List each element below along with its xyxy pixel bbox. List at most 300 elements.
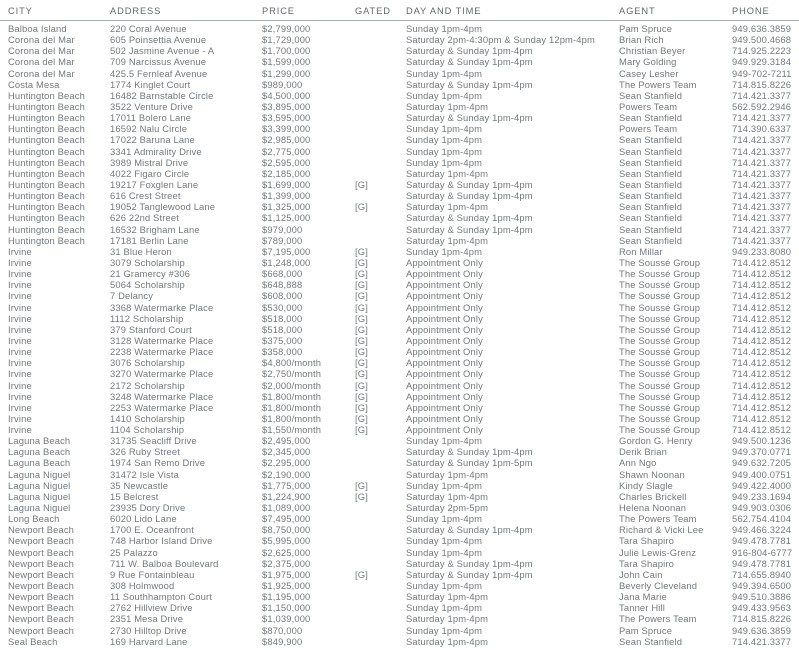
cell-gated: [G] bbox=[355, 301, 368, 313]
cell-day_time: Saturday & Sunday 1pm-4pm bbox=[406, 212, 533, 224]
cell-phone: 714.412.8512 bbox=[732, 312, 792, 324]
cell-phone: 714.421.3377 bbox=[732, 635, 792, 647]
column-header-agent: AGENT bbox=[619, 6, 656, 16]
cell-price: $668,000 bbox=[262, 268, 303, 280]
cell-agent: Sean Stanfield bbox=[619, 89, 683, 101]
cell-agent: Tara Shapiro bbox=[619, 557, 674, 569]
cell-city: Irvine bbox=[8, 368, 32, 380]
cell-address: 35 Newcastle bbox=[110, 479, 169, 491]
cell-price: $2,595,000 bbox=[262, 156, 311, 168]
cell-address: 711 W. Balboa Boulevard bbox=[110, 557, 219, 569]
cell-phone: 562.754.4104 bbox=[732, 513, 792, 525]
cell-day_time: Appointment Only bbox=[406, 424, 483, 436]
cell-address: 17181 Berlin Lane bbox=[110, 234, 189, 246]
cell-phone: 714.421.3377 bbox=[732, 190, 792, 202]
cell-phone: 714.421.3377 bbox=[732, 212, 792, 224]
cell-agent: The Soussé Group bbox=[619, 290, 701, 302]
cell-gated: [G] bbox=[355, 245, 368, 257]
cell-price: $8,750,000 bbox=[262, 524, 311, 536]
cell-address: 19052 Tanglewood Lane bbox=[110, 201, 216, 213]
cell-phone: 949.400.0751 bbox=[732, 468, 792, 480]
cell-city: Laguna Beach bbox=[8, 457, 71, 469]
cell-phone: 714.815.8226 bbox=[732, 613, 792, 625]
cell-day_time: Saturday & Sunday 1pm-4pm bbox=[406, 568, 533, 580]
table-row bbox=[0, 435, 799, 446]
table-row bbox=[0, 45, 799, 56]
cell-city: Irvine bbox=[8, 401, 32, 413]
table-row bbox=[0, 402, 799, 413]
cell-agent: Sean Stanfield bbox=[619, 112, 683, 124]
cell-agent: Sean Stanfield bbox=[619, 178, 683, 190]
cell-address: 7 Delancy bbox=[110, 290, 154, 302]
cell-city: Irvine bbox=[8, 412, 32, 424]
cell-gated: [G] bbox=[355, 424, 368, 436]
cell-day_time: Saturday 1pm-4pm bbox=[406, 635, 489, 647]
cell-phone: 714.421.3377 bbox=[732, 134, 792, 146]
cell-address: 9 Rue Fontainbleau bbox=[110, 568, 195, 580]
cell-phone: 949.422.4000 bbox=[732, 479, 792, 491]
cell-city: Irvine bbox=[8, 301, 32, 313]
cell-price: $1,125,000 bbox=[262, 212, 311, 224]
cell-city: Huntington Beach bbox=[8, 167, 85, 179]
cell-phone: 949.510.3886 bbox=[732, 591, 792, 603]
cell-agent: The Soussé Group bbox=[619, 390, 701, 402]
cell-day_time: Appointment Only bbox=[406, 323, 483, 335]
cell-price: $1,599,000 bbox=[262, 56, 311, 68]
cell-phone: 714.412.8512 bbox=[732, 268, 792, 280]
table-row bbox=[0, 157, 799, 168]
cell-address: 2351 Mesa Drive bbox=[110, 613, 184, 625]
cell-price: $1,195,000 bbox=[262, 591, 311, 603]
table-row bbox=[0, 101, 799, 112]
cell-address: 3079 Scholarship bbox=[110, 256, 185, 268]
cell-phone: 714.815.8226 bbox=[732, 78, 792, 90]
cell-price: $1,699,000 bbox=[262, 178, 311, 190]
cell-phone: 949.903.0306 bbox=[732, 502, 792, 514]
cell-address: 2762 Hillview Drive bbox=[110, 602, 193, 614]
cell-phone: 949.478.7781 bbox=[732, 557, 792, 569]
cell-price: $870,000 bbox=[262, 624, 303, 636]
cell-city: Huntington Beach bbox=[8, 201, 85, 213]
cell-price: $1,800/month bbox=[262, 412, 322, 424]
cell-address: 2730 Hilltop Drive bbox=[110, 624, 187, 636]
cell-address: 3270 Watermarke Place bbox=[110, 368, 214, 380]
cell-city: Huntington Beach bbox=[8, 123, 85, 135]
cell-day_time: Saturday 1pm-4pm bbox=[406, 100, 489, 112]
cell-address: 3522 Venture Drive bbox=[110, 100, 193, 112]
table-header-row bbox=[0, 0, 799, 21]
cell-city: Newport Beach bbox=[8, 602, 75, 614]
table-row bbox=[0, 123, 799, 134]
cell-agent: The Soussé Group bbox=[619, 346, 701, 358]
cell-city: Irvine bbox=[8, 279, 32, 291]
table-row bbox=[0, 502, 799, 513]
cell-phone: 949.233.8080 bbox=[732, 245, 792, 257]
cell-price: $1,325,000 bbox=[262, 201, 311, 213]
table-row bbox=[0, 391, 799, 402]
cell-day_time: Sunday 1pm-4pm bbox=[406, 134, 483, 146]
cell-price: $1,248,000 bbox=[262, 256, 311, 268]
cell-address: 1410 Scholarship bbox=[110, 412, 185, 424]
cell-city: Laguna Beach bbox=[8, 435, 71, 447]
cell-phone: 949-702-7211 bbox=[732, 67, 792, 79]
cell-agent: Ann Ngo bbox=[619, 457, 657, 469]
cell-city: Huntington Beach bbox=[8, 212, 85, 224]
cell-price: $989,000 bbox=[262, 78, 303, 90]
cell-address: 3248 Watermarke Place bbox=[110, 390, 214, 402]
cell-agent: The Soussé Group bbox=[619, 334, 701, 346]
table-row bbox=[0, 302, 799, 313]
cell-phone: 949.478.7781 bbox=[732, 535, 792, 547]
cell-address: 1104 Scholarship bbox=[110, 424, 185, 436]
cell-day_time: Saturday & Sunday 1pm-4pm bbox=[406, 190, 533, 202]
cell-price: $2,345,000 bbox=[262, 446, 311, 458]
cell-price: $1,975,000 bbox=[262, 568, 311, 580]
cell-agent: Ron Millar bbox=[619, 245, 663, 257]
table-row bbox=[0, 68, 799, 79]
cell-address: 748 Harbor Island Drive bbox=[110, 535, 213, 547]
cell-price: $1,399,000 bbox=[262, 190, 311, 202]
cell-city: Newport Beach bbox=[8, 613, 75, 625]
cell-city: Irvine bbox=[8, 323, 32, 335]
cell-agent: Kindy Slagle bbox=[619, 479, 673, 491]
cell-address: 1774 Kinglet Court bbox=[110, 78, 191, 90]
cell-day_time: Sunday 1pm-4pm bbox=[406, 156, 483, 168]
cell-phone: 949.636.3859 bbox=[732, 23, 792, 34]
cell-day_time: Sunday 1pm-4pm bbox=[406, 145, 483, 157]
table-row bbox=[0, 491, 799, 502]
cell-price: $2,190,000 bbox=[262, 468, 311, 480]
cell-agent: Brian Rich bbox=[619, 34, 664, 46]
cell-gated: [G] bbox=[355, 357, 368, 369]
table-row bbox=[0, 636, 799, 647]
cell-agent: Pam Spruce bbox=[619, 624, 673, 636]
cell-address: 23935 Dory Drive bbox=[110, 502, 186, 514]
cell-city: Irvine bbox=[8, 357, 32, 369]
table-row bbox=[0, 380, 799, 391]
cell-city: Newport Beach bbox=[8, 591, 75, 603]
cell-price: $849,900 bbox=[262, 635, 303, 647]
cell-day_time: Saturday 1pm-4pm bbox=[406, 234, 489, 246]
cell-city: Huntington Beach bbox=[8, 89, 85, 101]
cell-gated: [G] bbox=[355, 256, 368, 268]
cell-city: Irvine bbox=[8, 256, 32, 268]
cell-city: Irvine bbox=[8, 346, 32, 358]
cell-phone: 949.632.7205 bbox=[732, 457, 792, 469]
cell-day_time: Appointment Only bbox=[406, 290, 483, 302]
cell-phone: 714.412.8512 bbox=[732, 290, 792, 302]
table-row bbox=[0, 413, 799, 424]
cell-price: $2,000/month bbox=[262, 379, 322, 391]
cell-address: 2253 Watermarke Place bbox=[110, 401, 214, 413]
cell-day_time: Appointment Only bbox=[406, 312, 483, 324]
cell-agent: Sean Stanfield bbox=[619, 212, 683, 224]
cell-city: Corona del Mar bbox=[8, 45, 75, 57]
cell-address: 6020 Lido Lane bbox=[110, 513, 177, 525]
cell-price: $979,000 bbox=[262, 223, 303, 235]
cell-phone: 714.421.3377 bbox=[732, 178, 792, 190]
table-row bbox=[0, 279, 799, 290]
cell-address: 2238 Watermarke Place bbox=[110, 346, 214, 358]
cell-city: Irvine bbox=[8, 390, 32, 402]
cell-city: Irvine bbox=[8, 312, 32, 324]
cell-day_time: Sunday 1pm-4pm bbox=[406, 479, 483, 491]
cell-phone: 714.421.3377 bbox=[732, 167, 792, 179]
cell-phone: 714.412.8512 bbox=[732, 346, 792, 358]
cell-address: 379 Stanford Court bbox=[110, 323, 192, 335]
cell-address: 626 22nd Street bbox=[110, 212, 179, 224]
cell-phone: 714.421.3377 bbox=[732, 112, 792, 124]
table-row bbox=[0, 547, 799, 558]
cell-day_time: Sunday 1pm-4pm bbox=[406, 67, 483, 79]
cell-phone: 714.925.2223 bbox=[732, 45, 792, 57]
cell-phone: 714.421.3377 bbox=[732, 201, 792, 213]
cell-gated: [G] bbox=[355, 201, 368, 213]
cell-day_time: Saturday & Sunday 1pm-4pm bbox=[406, 178, 533, 190]
cell-city: Huntington Beach bbox=[8, 100, 85, 112]
cell-city: Irvine bbox=[8, 268, 32, 280]
cell-city: Seal Beach bbox=[8, 635, 58, 647]
cell-city: Irvine bbox=[8, 290, 32, 302]
cell-address: 3128 Watermarke Place bbox=[110, 334, 214, 346]
cell-agent: Sean Stanfield bbox=[619, 223, 683, 235]
cell-city: Corona del Mar bbox=[8, 56, 75, 68]
cell-phone: 949.370.0771 bbox=[732, 446, 792, 458]
cell-gated: [G] bbox=[355, 178, 368, 190]
cell-agent: Sean Stanfield bbox=[619, 167, 683, 179]
cell-address: 17022 Baruna Lane bbox=[110, 134, 195, 146]
cell-phone: 916-804-6777 bbox=[732, 546, 793, 558]
cell-city: Laguna Niguel bbox=[8, 490, 71, 502]
table-row bbox=[0, 313, 799, 324]
cell-agent: Gordon G. Henry bbox=[619, 435, 693, 447]
table-row bbox=[0, 290, 799, 301]
cell-agent: The Powers Team bbox=[619, 513, 697, 525]
cell-city: Huntington Beach bbox=[8, 112, 85, 124]
cell-day_time: Saturday 1pm-4pm bbox=[406, 591, 489, 603]
table-row bbox=[0, 469, 799, 480]
cell-city: Huntington Beach bbox=[8, 178, 85, 190]
cell-day_time: Sunday 1pm-4pm bbox=[406, 23, 483, 34]
cell-phone: 949.929.3184 bbox=[732, 56, 792, 68]
cell-day_time: Saturday 1pm-4pm bbox=[406, 167, 489, 179]
cell-agent: Pam Spruce bbox=[619, 23, 673, 34]
cell-phone: 714.412.8512 bbox=[732, 390, 792, 402]
cell-phone: 714.390.6337 bbox=[732, 123, 792, 135]
cell-agent: The Soussé Group bbox=[619, 312, 701, 324]
table-row bbox=[0, 346, 799, 357]
cell-day_time: Saturday 1pm-4pm bbox=[406, 201, 489, 213]
cell-city: Irvine bbox=[8, 245, 32, 257]
cell-address: 502 Jasmine Avenue - A bbox=[110, 45, 215, 57]
cell-city: Irvine bbox=[8, 379, 32, 391]
cell-city: Laguna Beach bbox=[8, 446, 71, 458]
cell-gated: [G] bbox=[355, 290, 368, 302]
table-row bbox=[0, 190, 799, 201]
cell-day_time: Sunday 1pm-4pm bbox=[406, 580, 483, 592]
cell-price: $5,995,000 bbox=[262, 535, 311, 547]
cell-agent: Christian Beyer bbox=[619, 45, 686, 57]
table-row bbox=[0, 580, 799, 591]
cell-price: $1,775,000 bbox=[262, 479, 311, 491]
cell-city: Laguna Niguel bbox=[8, 479, 71, 491]
cell-day_time: Sunday 1pm-4pm bbox=[406, 546, 483, 558]
cell-day_time: Sunday 1pm-4pm bbox=[406, 123, 483, 135]
cell-price: $375,000 bbox=[262, 334, 303, 346]
table-row bbox=[0, 424, 799, 435]
cell-gated: [G] bbox=[355, 368, 368, 380]
column-header-day_time: DAY AND TIME bbox=[406, 6, 482, 16]
cell-phone: 949.466.3224 bbox=[732, 524, 792, 536]
table-row bbox=[0, 625, 799, 636]
table-row bbox=[0, 268, 799, 279]
cell-gated: [G] bbox=[355, 490, 368, 502]
cell-agent: Powers Team bbox=[619, 123, 678, 135]
cell-phone: 714.412.8512 bbox=[732, 424, 792, 436]
cell-gated: [G] bbox=[355, 346, 368, 358]
cell-city: Corona del Mar bbox=[8, 67, 75, 79]
cell-address: 16532 Brigham Lane bbox=[110, 223, 200, 235]
cell-price: $1,224,900 bbox=[262, 490, 311, 502]
cell-city: Irvine bbox=[8, 334, 32, 346]
cell-city: Huntington Beach bbox=[8, 223, 85, 235]
cell-price: $518,000 bbox=[262, 312, 303, 324]
cell-address: 425.5 Fernleaf Avenue bbox=[110, 67, 208, 79]
cell-address: 3989 Mistral Drive bbox=[110, 156, 189, 168]
cell-day_time: Appointment Only bbox=[406, 279, 483, 291]
cell-address: 3368 Watermarke Place bbox=[110, 301, 214, 313]
cell-phone: 714.412.8512 bbox=[732, 368, 792, 380]
cell-day_time: Appointment Only bbox=[406, 268, 483, 280]
cell-agent: Sean Stanfield bbox=[619, 134, 683, 146]
cell-agent: John Cain bbox=[619, 568, 663, 580]
cell-agent: Tara Shapiro bbox=[619, 535, 674, 547]
table-row bbox=[0, 480, 799, 491]
cell-city: Irvine bbox=[8, 424, 32, 436]
table-row bbox=[0, 56, 799, 67]
cell-day_time: Appointment Only bbox=[406, 368, 483, 380]
cell-agent: Sean Stanfield bbox=[619, 145, 683, 157]
cell-day_time: Saturday & Sunday 1pm-4pm bbox=[406, 45, 533, 57]
cell-day_time: Saturday & Sunday 1pm-4pm bbox=[406, 223, 533, 235]
cell-address: 19217 Foxglen Lane bbox=[110, 178, 199, 190]
cell-day_time: Sunday 1pm-4pm bbox=[406, 513, 483, 525]
table-row bbox=[0, 179, 799, 190]
cell-gated: [G] bbox=[355, 390, 368, 402]
cell-address: 25 Palazzo bbox=[110, 546, 158, 558]
cell-phone: 714.412.8512 bbox=[732, 279, 792, 291]
cell-price: $1,800/month bbox=[262, 390, 322, 402]
cell-agent: Sean Stanfield bbox=[619, 635, 683, 647]
cell-day_time: Appointment Only bbox=[406, 401, 483, 413]
cell-address: 16482 Barnstable Circle bbox=[110, 89, 214, 101]
table-row bbox=[0, 513, 799, 524]
table-row bbox=[0, 134, 799, 145]
cell-address: 1974 San Remo Drive bbox=[110, 457, 206, 469]
column-header-price: PRICE bbox=[262, 6, 295, 16]
cell-phone: 714.412.8512 bbox=[732, 256, 792, 268]
cell-day_time: Saturday & Sunday 1pm-4pm bbox=[406, 56, 533, 68]
cell-gated: [G] bbox=[355, 379, 368, 391]
table-row bbox=[0, 558, 799, 569]
cell-price: $1,150,000 bbox=[262, 602, 311, 614]
cell-phone: 714.412.8512 bbox=[732, 301, 792, 313]
cell-address: 31 Blue Heron bbox=[110, 245, 172, 257]
cell-city: Newport Beach bbox=[8, 557, 75, 569]
cell-city: Newport Beach bbox=[8, 624, 75, 636]
cell-day_time: Sunday 1pm-4pm bbox=[406, 535, 483, 547]
cell-day_time: Appointment Only bbox=[406, 256, 483, 268]
cell-city: Newport Beach bbox=[8, 580, 75, 592]
cell-price: $1,089,000 bbox=[262, 502, 311, 514]
cell-price: $2,375,000 bbox=[262, 557, 311, 569]
cell-agent: Julie Lewis-Grenz bbox=[619, 546, 697, 558]
cell-day_time: Saturday 1pm-4pm bbox=[406, 613, 489, 625]
cell-gated: [G] bbox=[355, 323, 368, 335]
cell-address: 1700 E. Oceanfront bbox=[110, 524, 195, 536]
table-row bbox=[0, 146, 799, 157]
column-header-city: CITY bbox=[8, 6, 33, 16]
cell-price: $1,729,000 bbox=[262, 34, 311, 46]
table-row bbox=[0, 23, 799, 34]
cell-agent: Jana Marie bbox=[619, 591, 667, 603]
table-row bbox=[0, 90, 799, 101]
cell-agent: Casey Lesher bbox=[619, 67, 679, 79]
cell-address: 605 Poinsettia Avenue bbox=[110, 34, 207, 46]
table-row bbox=[0, 246, 799, 257]
cell-price: $3,399,000 bbox=[262, 123, 311, 135]
cell-phone: 714.412.8512 bbox=[732, 401, 792, 413]
cell-address: 3341 Admirality Drive bbox=[110, 145, 202, 157]
table-row bbox=[0, 224, 799, 235]
cell-phone: 714.412.8512 bbox=[732, 323, 792, 335]
cell-phone: 714.655.8940 bbox=[732, 568, 792, 580]
cell-agent: The Soussé Group bbox=[619, 301, 701, 313]
cell-agent: The Soussé Group bbox=[619, 323, 701, 335]
cell-agent: The Soussé Group bbox=[619, 368, 701, 380]
cell-gated: [G] bbox=[355, 412, 368, 424]
cell-city: Huntington Beach bbox=[8, 234, 85, 246]
cell-price: $1,800/month bbox=[262, 401, 322, 413]
cell-price: $608,000 bbox=[262, 290, 303, 302]
cell-agent: The Soussé Group bbox=[619, 357, 701, 369]
cell-city: Newport Beach bbox=[8, 568, 75, 580]
cell-address: 21 Gramercy #306 bbox=[110, 268, 191, 280]
cell-price: $358,000 bbox=[262, 346, 303, 358]
cell-agent: Tanner Hill bbox=[619, 602, 665, 614]
cell-price: $2,625,000 bbox=[262, 546, 311, 558]
cell-agent: Helena Noonan bbox=[619, 502, 687, 514]
cell-address: 11 Southhampton Court bbox=[110, 591, 212, 603]
cell-address: 15 Belcrest bbox=[110, 490, 159, 502]
cell-phone: 949.500.1236 bbox=[732, 435, 792, 447]
cell-day_time: Sunday 1pm-4pm bbox=[406, 435, 483, 447]
cell-phone: 949.233.1694 bbox=[732, 490, 792, 502]
cell-gated: [G] bbox=[355, 268, 368, 280]
cell-agent: The Powers Team bbox=[619, 613, 697, 625]
cell-agent: Powers Team bbox=[619, 100, 678, 112]
cell-price: $2,775,000 bbox=[262, 145, 311, 157]
cell-city: Huntington Beach bbox=[8, 190, 85, 202]
cell-phone: 714.412.8512 bbox=[732, 412, 792, 424]
cell-phone: 714.421.3377 bbox=[732, 156, 792, 168]
cell-agent: The Soussé Group bbox=[619, 279, 701, 291]
column-header-gated: GATED bbox=[355, 6, 391, 16]
table-row bbox=[0, 335, 799, 346]
table-row bbox=[0, 591, 799, 602]
table-row bbox=[0, 446, 799, 457]
cell-agent: The Soussé Group bbox=[619, 412, 701, 424]
